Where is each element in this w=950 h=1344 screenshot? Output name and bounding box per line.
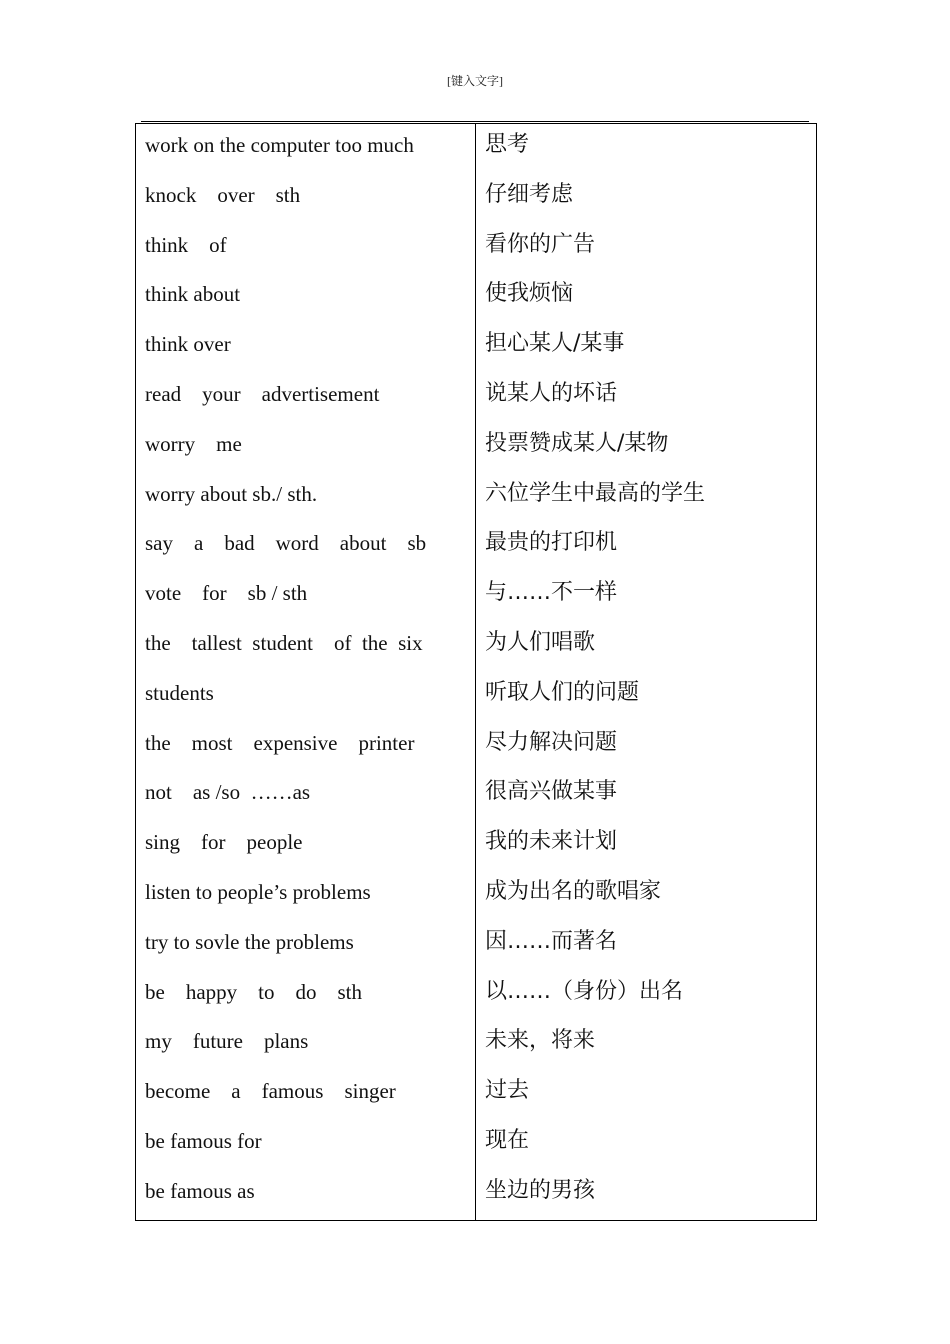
english-phrase: try to sovle the problems — [145, 929, 354, 954]
english-phrase: work on the computer too much — [145, 133, 414, 157]
english-phrase: the most expensive printer — [145, 730, 415, 755]
page-header: [键入文字] — [447, 74, 503, 88]
chinese-meaning: 未来，将来 — [485, 1028, 596, 1054]
chinese-meaning: 很高兴做某事 — [485, 779, 618, 805]
english-phrase: vote for sb / sth — [145, 581, 308, 606]
chinese-meaning: 思考 — [485, 132, 530, 157]
chinese-meaning: 与……不一样 — [485, 580, 618, 606]
chinese-meaning: 坐边的男孩 — [485, 1177, 596, 1203]
english-phrase: not as /so ……as — [145, 780, 311, 805]
chinese-column — [476, 124, 816, 1220]
english-phrase: students — [145, 680, 214, 705]
chinese-meaning: 投票赞成某人/某物 — [485, 430, 669, 456]
english-phrase: become a famous singer — [145, 1079, 396, 1104]
english-phrase: be happy to do sth — [145, 979, 362, 1004]
chinese-meaning: 过去 — [485, 1078, 530, 1104]
english-phrase: say a bad word about sb — [145, 531, 427, 556]
english-phrase: think over — [145, 332, 231, 357]
english-phrase: worry me — [145, 431, 242, 456]
english-phrase: think of — [145, 232, 227, 257]
chinese-meaning: 听取人们的问题 — [485, 679, 640, 705]
chinese-meaning: 为人们唱歌 — [485, 629, 596, 655]
english-phrase: be famous for — [145, 1128, 262, 1153]
chinese-meaning: 六位学生中最高的学生 — [485, 480, 706, 506]
chinese-meaning: 看你的广告 — [485, 231, 596, 257]
english-phrase: be famous as — [145, 1178, 255, 1203]
chinese-meaning: 因……而著名 — [485, 928, 618, 954]
english-phrase: listen to people’s problems — [145, 879, 371, 904]
english-phrase: knock over sth — [145, 182, 301, 207]
chinese-meaning: 成为出名的歌唱家 — [485, 878, 662, 904]
english-phrase: worry about sb./ sth. — [145, 481, 318, 506]
english-phrase: read your advertisement — [145, 381, 380, 406]
english-phrase: the tallest student of the six — [145, 630, 423, 655]
chinese-meaning: 尽力解决问题 — [485, 729, 618, 755]
chinese-meaning: 我的未来计划 — [485, 829, 618, 855]
chinese-meaning: 最贵的打印机 — [485, 530, 618, 556]
chinese-meaning: 现在 — [485, 1127, 530, 1153]
chinese-meaning: 担心某人/某事 — [485, 331, 625, 357]
chinese-meaning: 仔细考虑 — [485, 181, 574, 207]
header-rule — [141, 121, 809, 122]
chinese-meaning: 使我烦恼 — [485, 281, 574, 307]
vocabulary-table — [135, 123, 817, 1221]
english-column — [136, 124, 476, 1220]
chinese-meaning: 以……（身份）出名 — [485, 978, 684, 1004]
english-phrase: sing for people — [145, 830, 303, 855]
english-phrase: think about — [145, 282, 241, 307]
chinese-meaning: 说某人的坏话 — [485, 380, 618, 406]
english-phrase: my future plans — [145, 1029, 309, 1054]
